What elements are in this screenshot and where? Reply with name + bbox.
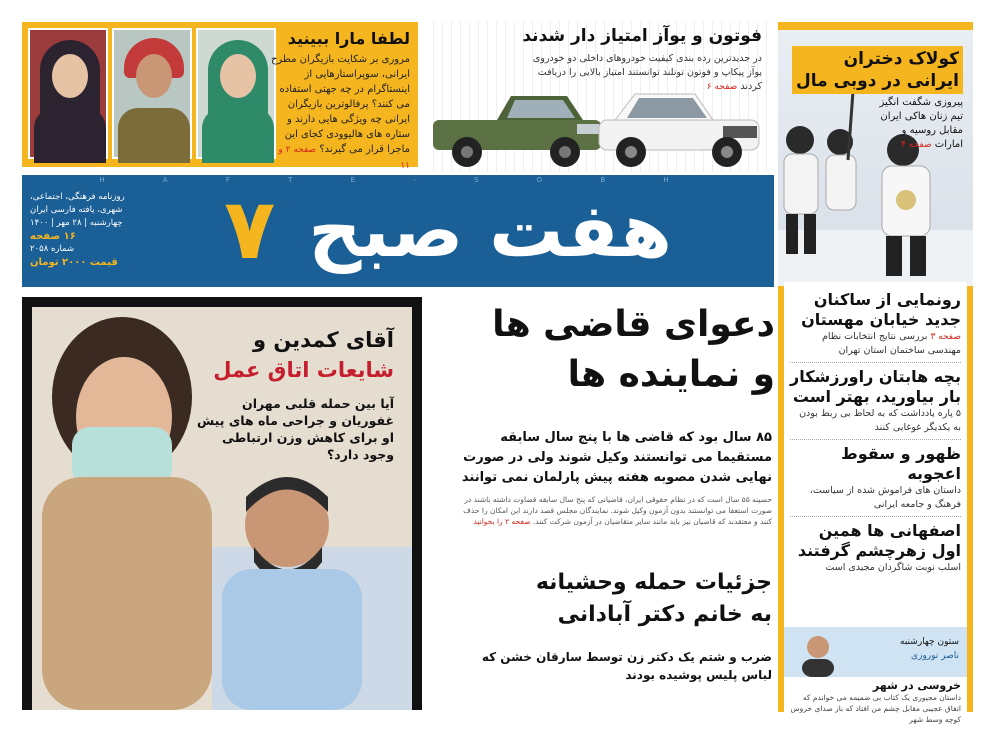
columnist-label: ستون چهارشنبه	[900, 637, 959, 647]
news-item-body: داستان های فراموش شده از سیاست، فرهنگ و جامعه ایرانی	[809, 485, 961, 510]
divider	[790, 516, 961, 517]
hockey-teaser-body	[873, 96, 963, 152]
news-item-title: رونمایی از ساکنان جدید خیابان مهستان	[801, 290, 961, 329]
hockey-photo	[778, 30, 973, 286]
news-item-prodigy[interactable]	[784, 444, 967, 512]
second-headline[interactable]	[452, 567, 772, 631]
green-pickup-truck-icon	[427, 84, 607, 172]
page-ref: صفحه ۲ و ۱۱	[278, 145, 410, 171]
news-item-body	[784, 330, 967, 358]
second-lead: ضرب و شتم یک دکتر زن توسط سارقان خشن که لباس پلیس پوشیده بودند	[481, 650, 772, 682]
news-item-athlete-kids[interactable]	[784, 367, 967, 435]
divider	[790, 362, 961, 363]
masthead-pages: ۱۶ صفحه	[30, 231, 76, 242]
news-item-title: ظهور و سقوط اعجوبه	[841, 444, 961, 483]
news-item-body: ۵ پاره یادداشت که به لحاظ بی ربط بودن به یکدیگر غوغایی کنند	[799, 408, 961, 433]
white-pickup-truck-icon	[595, 82, 765, 172]
masthead-line-1: روزنامه فرهنگی، اجتماعی،	[30, 192, 125, 202]
comedian-story-subtitle: آیا بین حمله قلبی مهران غفوریان و جراحی ماه های پیش او برای کاهش وزن ارتباطی وجود دارد؟	[197, 396, 394, 462]
page-ref: صفحه ۶	[706, 82, 738, 92]
masthead-info	[30, 191, 150, 269]
news-item-title: بچه هابتان راورزشکار بار بیاورید، بهتر است	[789, 367, 961, 406]
newspaper-logo[interactable]	[212, 180, 692, 278]
hockey-teaser-body-text: پیروزی شگفت انگیز تیم زنان هاکی ایران مقابل روسیه و امارات	[879, 97, 963, 150]
main-headline-line-1: دعوای قاضی ها	[492, 304, 775, 345]
news-item-isfahan[interactable]	[784, 521, 967, 575]
divider	[790, 439, 961, 440]
main-headline-line-2: و نماینده ها	[567, 354, 775, 395]
news-item-body: اسلب نوبت شاگردان مجیدی است	[825, 562, 961, 573]
hockey-title-line-1: کولاک دختران	[843, 49, 959, 69]
celebrities-teaser-box	[22, 22, 418, 171]
comedian-title-line-2: شایعات اتاق عمل	[213, 358, 394, 382]
main-body	[452, 494, 772, 527]
masthead-line-2: شهری، یافته فارسی ایران	[30, 205, 123, 215]
columnist-article-body: داستان مجیوری یک کتاب بی ضمیمه می خواندم که اتفاق عجیبی مقابل چشم من افتاد که باز صدای خروس کوچه وسط شهر	[790, 693, 961, 724]
page-ref: صفحه ۴	[901, 140, 932, 150]
masthead	[22, 175, 774, 287]
masthead-issue: شماره ۲۰۵۸	[30, 244, 75, 254]
columnist-name: ناصر نوروزی	[911, 651, 959, 661]
news-item-mahestan[interactable]	[784, 282, 967, 358]
right-column-news-list	[784, 282, 967, 627]
right-column	[778, 22, 973, 724]
comedian-title-line-1: آقای کمدین و	[253, 328, 394, 352]
cars-teaser-title[interactable]: فوتون و یوآز امتیاز دار شدند	[522, 26, 762, 46]
celebrities-teaser-text	[270, 28, 410, 174]
hockey-title-line-2: ایرانی در دوبی مال	[796, 71, 959, 91]
comedian-photo	[32, 307, 412, 710]
actress-photo-2	[196, 28, 276, 159]
actor-photo	[112, 28, 192, 159]
logo-text: هفت صبح	[308, 188, 672, 274]
columnist-info	[900, 635, 959, 663]
news-item-title: اصفهانی ها همین اول زهرچشم گرفتند	[797, 521, 961, 560]
comedian-story-title	[213, 325, 394, 385]
page-ref[interactable]: صفحه ۲ را بخوانید	[473, 517, 531, 526]
logo-number: ۷	[224, 180, 276, 278]
main-headline[interactable]	[445, 300, 775, 400]
celebrities-teaser-title[interactable]: لطفا مارا ببینید	[287, 29, 410, 48]
columnist-avatar	[796, 631, 840, 677]
masthead-price: قیمت ۲۰۰۰ تومان	[30, 257, 118, 268]
columnist-article[interactable]	[784, 677, 967, 732]
main-body-text: حسینه ۵۵ سال است که در نظام حقوقی ایران، قاضیانی که پنج سال سابقه قضاوت داشته باشند در صورت استعفا می توانستند بدون آزمون وکیل شوند. نمایندگان مجلس قصد دارند این امکان را حذف کنند و معتقدند که قاضیان نیز باید مانند سایر متقاضیان در آزمون شرکت کنند.	[463, 495, 772, 526]
celebrities-teaser-body	[270, 52, 410, 174]
masthead-date: چهارشنبه | ۲۸ مهر | ۱۴۰۰	[30, 218, 123, 228]
page-ref: صفحه ۳	[930, 332, 961, 342]
columnist-box[interactable]	[784, 627, 967, 677]
celebrities-teaser-body-text: مروری بر شکایت بازیگران مطرح ایرانی، سوپراستارهایی از اینستاگرام در چه جهتی استفاده می کنند؟ پرفالوترین بازیگران ایرانی چه ویژگی هایی دارند و ستاره های هالیوودی کجای این ماجرا قرار می گیرند؟	[270, 54, 410, 155]
masthead-band: H A F T E - S O B H	[22, 175, 774, 185]
hockey-teaser-title[interactable]	[792, 46, 963, 94]
cars-teaser	[425, 22, 770, 172]
news-item-body-text: بررسی نتایج انتخابات نظام مهندسی ساختمان استان تهران	[821, 331, 961, 356]
columnist-article-title: خروسی در شهر	[872, 679, 961, 692]
second-headline-line-2: به خانم دکتر آبادانی	[557, 602, 772, 627]
cars-teaser-body-text: در جدیدترین رده بندی کیفیت خودروهای داخلی دو خودروی یوآز پیکاپ و فوتون تونلند توانستند امتیاز بالایی را دریافت کردند	[532, 53, 762, 92]
main-lead: ۸۵ سال بود که قاضی ها با پنج سال سابقه مستقیما می توانستند وکیل شوند ولی در صورت نهایی شدن مصوبه هفته پیش پارلمان نمی توانند	[461, 430, 772, 485]
comedian-story[interactable]	[22, 297, 422, 710]
actress-photo-1	[28, 28, 108, 159]
second-headline-line-1: جزئیات حمله وحشیانه	[535, 570, 772, 595]
